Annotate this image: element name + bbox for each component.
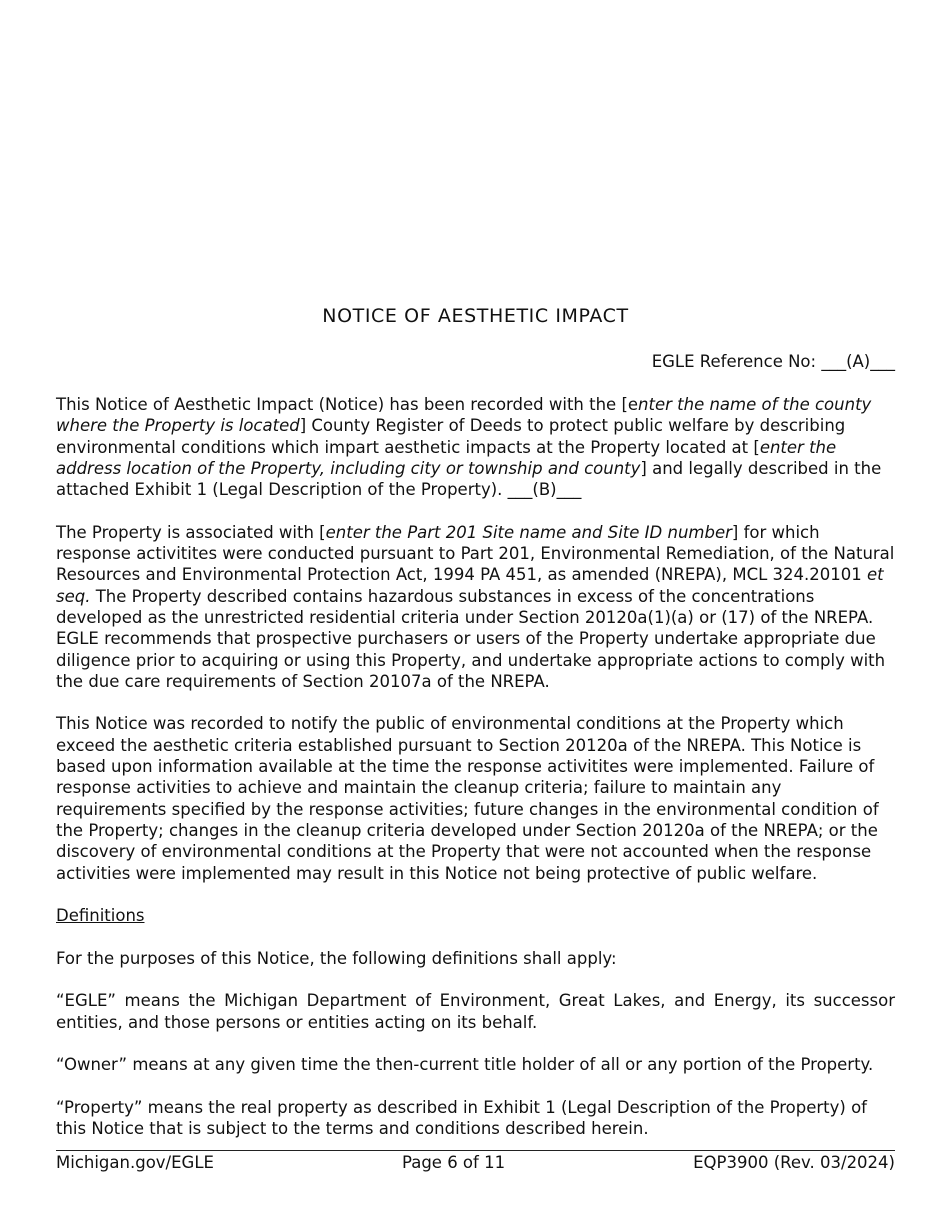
definition-property: “Property” means the real property as described in Exhibit 1 (Legal Description of the Property) of this Notice that is subject to the terms and conditions described herein. (56, 1097, 867, 1139)
definitions-heading: Definitions (56, 906, 145, 926)
paragraph-recording (56, 394, 895, 500)
definitions-intro: For the purposes of this Notice, the following definitions shall apply: (56, 948, 617, 968)
text-run: ] and legally described in the attached Exhibit 1 (Legal Description of the Property). ___(B)___ (56, 458, 882, 500)
reference-number: EGLE Reference No: ___(A)___ (651, 352, 895, 371)
document-body (56, 394, 895, 1161)
definition-egle: “EGLE” means the Michigan Department of Environment, Great Lakes, and Energy, its successor entities, and those persons or entities acting on its behalf. (56, 991, 895, 1032)
placeholder-address: enter the address location of the Property, including city or township and county (56, 437, 837, 478)
footer-form-id: EQP3900 (Rev. 03/2024) (693, 1153, 895, 1172)
text-run: The Property is associated with [ (56, 522, 326, 542)
footer-page-number: Page 6 of 11 (402, 1153, 506, 1172)
document-title: NOTICE OF AESTHETIC IMPACT (322, 305, 629, 327)
page-footer (56, 1150, 895, 1172)
footer-website: Michigan.gov/EGLE (56, 1153, 214, 1172)
text-run: This Notice of Aesthetic Impact (Notice) has been recorded with the [e (56, 395, 639, 414)
placeholder-county: nter the name of the county where the Property is located (56, 395, 872, 436)
text-run: The Property described contains hazardous substances in excess of the concentrations developed as the unrestricted residential criteria under Section 20120a(1)(a) or (17) of the NREPA. EGLE recommends that prospective purchasers or users of the Property undertake appropriate due diligence prior to acquiring or using this Property, and undertake appropriate actions to comply with the due care requirements of Section 20107a of the NREPA. (56, 586, 886, 691)
paragraph-site (56, 522, 895, 692)
paragraph-notice-purpose: This Notice was recorded to notify the public of environmental conditions at the Property which exceed the aesthetic criteria established pursuant to Section 20120a of the NREPA. This Notice is based upon information available at the time the response activitites were implemented. Failure of response activities to achieve and maintain the cleanup criteria; failure to maintain any requirements specified by the response activities; future changes in the environmental condition of the Property; changes in the cleanup criteria developed under Section 20120a of the NREPA; or the discovery of environmental conditions at the Property that were not accounted when the response activities were implemented may result in this Notice not being protective of public welfare. (56, 714, 879, 883)
placeholder-site: enter the Part 201 Site name and Site ID number (325, 522, 732, 542)
definition-owner: “Owner” means at any given time the then-current title holder of all or any portion of the Property. (56, 1055, 874, 1075)
text-run: ] for which response activitites were conducted pursuant to Part 201, Environmental Remediation, of the Natural Resources and Environmental Protection Act, 1994 PA 451, as amended (NREPA), MCL 324.20101 (56, 522, 895, 585)
text-run: ] County Register of Deeds to protect public welfare by describing environmental conditions which impart aesthetic impacts at the Property located at [ (56, 416, 846, 457)
et-seq: et seq. (56, 565, 884, 606)
